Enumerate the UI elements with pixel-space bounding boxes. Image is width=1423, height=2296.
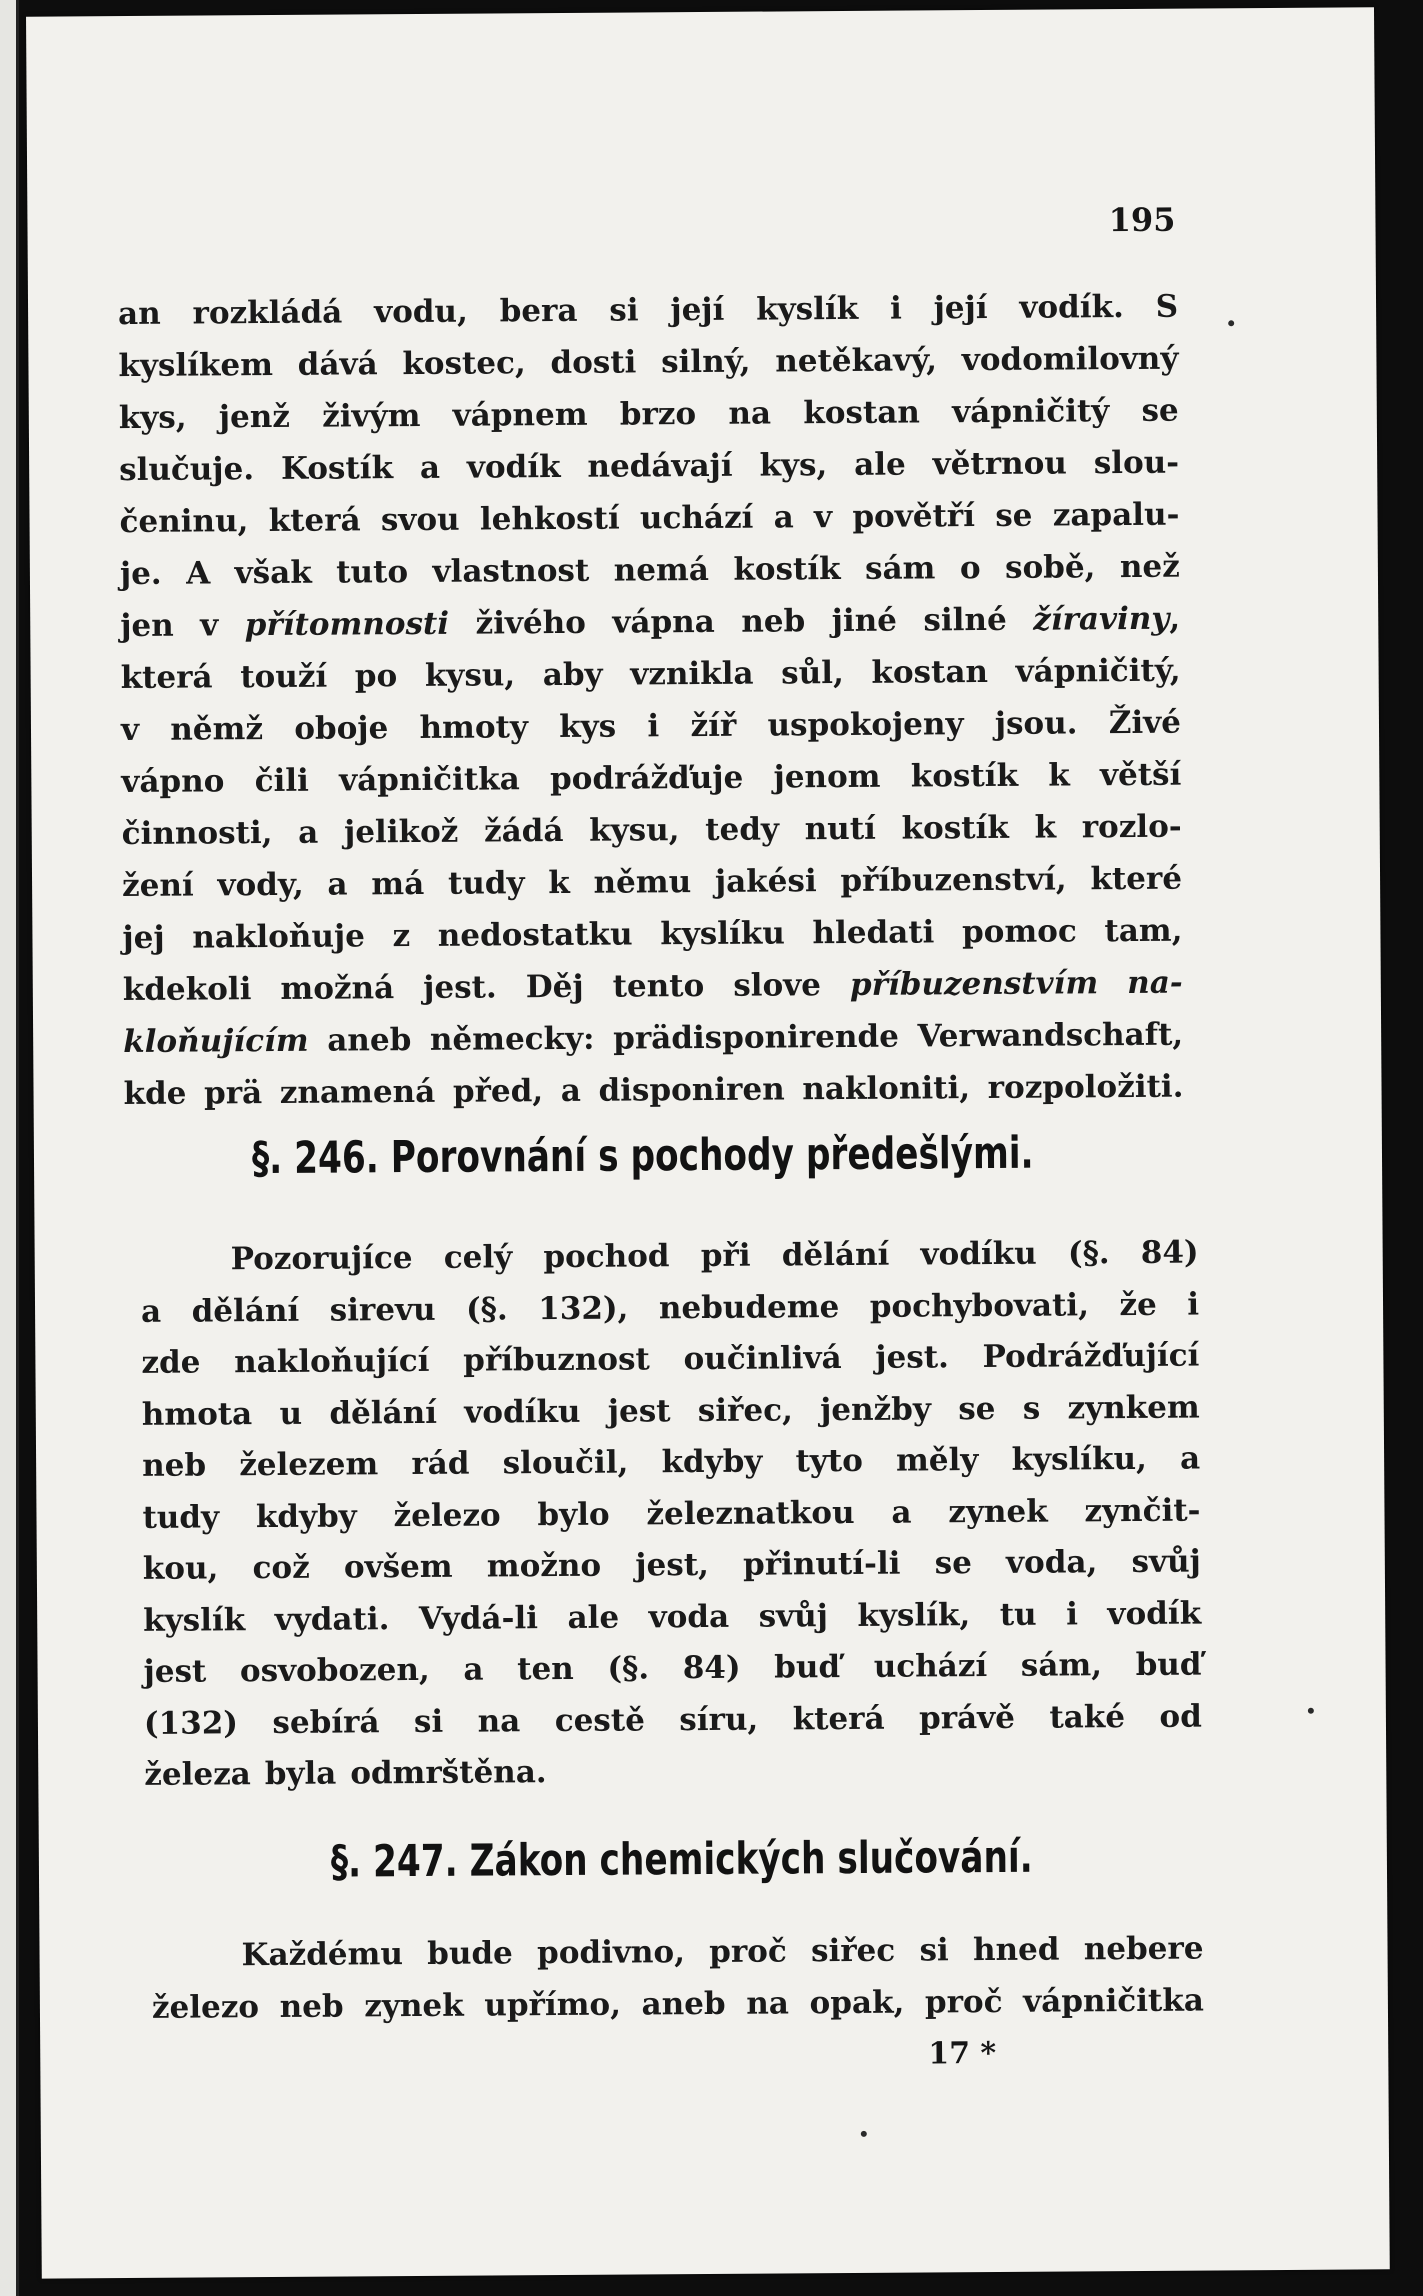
word: dosti — [550, 344, 637, 382]
word: rozkládá — [192, 294, 343, 332]
word: bera — [499, 292, 578, 330]
word: i — [1187, 1286, 1200, 1323]
word: ovšem — [343, 1548, 453, 1586]
word: an — [117, 295, 161, 333]
word: jest. — [875, 1339, 949, 1376]
word: na- — [1127, 964, 1183, 1002]
word: dělání — [781, 1236, 890, 1274]
word: voda — [648, 1598, 730, 1635]
word: kysu, — [424, 657, 516, 694]
word: uchází — [873, 1648, 988, 1685]
word: vodíku — [464, 1393, 581, 1431]
text-line — [142, 1490, 1200, 1541]
word: vápničitka — [1023, 1982, 1204, 2020]
word: na — [746, 1985, 790, 2022]
word: S — [1155, 288, 1179, 325]
word: zynkem — [1067, 1389, 1200, 1426]
word: si — [919, 1932, 949, 1969]
word: prädisponirende — [613, 1018, 899, 1057]
word: ale — [567, 1599, 620, 1636]
text-line — [121, 703, 1181, 754]
word: tu — [999, 1596, 1037, 1633]
word: svou — [380, 501, 460, 539]
word: kyslík — [756, 290, 859, 328]
word: vodík — [466, 448, 561, 486]
text-line — [118, 287, 1178, 338]
word: siřec, — [697, 1391, 793, 1429]
word: však — [234, 554, 312, 592]
word: silný, — [661, 343, 751, 381]
speck — [1308, 1708, 1314, 1714]
word: jen — [120, 607, 174, 645]
word: jest. — [423, 969, 497, 1006]
word: nebere — [1083, 1930, 1204, 1968]
word: Pozorujíce — [230, 1240, 413, 1278]
word: i — [647, 708, 660, 745]
text-line — [152, 1981, 1204, 2032]
word: vodu, — [373, 293, 468, 331]
word: tudy — [447, 865, 525, 902]
word: odmrštěna. — [350, 1754, 547, 1792]
word: příbuzenstvím — [849, 965, 1099, 1003]
word: 132), — [538, 1290, 629, 1327]
word: dělání — [329, 1394, 438, 1432]
word: kyslíku, — [1011, 1440, 1147, 1478]
word: kdekoli — [122, 971, 252, 1009]
word: vlastnost — [432, 552, 590, 590]
word: cestě — [554, 1701, 645, 1739]
word: kys, — [118, 399, 187, 437]
speck — [861, 2131, 867, 2137]
word: proč — [924, 1983, 1003, 2021]
word: (§. — [1067, 1235, 1110, 1272]
text-line — [121, 755, 1181, 806]
word: vápnem — [452, 396, 588, 434]
word: kyslík, — [857, 1596, 971, 1634]
word: pochybovati, — [869, 1286, 1090, 1325]
word: na — [477, 1702, 521, 1740]
word: německy: — [429, 1020, 595, 1058]
word: kostan — [871, 654, 989, 691]
word: aneb — [641, 1985, 726, 2023]
text-line — [119, 495, 1179, 546]
word: brzo — [619, 396, 697, 433]
text-line — [141, 1336, 1199, 1387]
word: právě — [918, 1699, 1016, 1737]
word: se — [958, 1390, 996, 1427]
word: větrnou — [932, 445, 1067, 483]
word: podivno, — [536, 1934, 686, 1972]
word: nakloňuje — [192, 918, 365, 956]
text-line — [119, 391, 1179, 442]
page-sheet — [26, 7, 1390, 2278]
word: možno — [486, 1547, 602, 1585]
word: vápničitý, — [1015, 652, 1181, 690]
word: nakloňující — [234, 1342, 430, 1381]
word: která — [792, 1700, 885, 1737]
text-line — [143, 1593, 1201, 1644]
word: a — [327, 866, 348, 903]
text-line — [123, 1015, 1183, 1066]
section-246-heading: §. 246. Porovnání s pochody předešlými. — [251, 1127, 1034, 1185]
word: uchází — [639, 499, 754, 537]
word: rozpoložiti. — [987, 1068, 1184, 1107]
word: nutí — [804, 810, 877, 848]
word: osvobozen, — [239, 1651, 430, 1690]
word: také — [1049, 1698, 1126, 1736]
word: s — [1022, 1390, 1041, 1427]
word: bylo — [537, 1496, 610, 1533]
word: podrážďuje — [549, 759, 744, 798]
word: sirevu — [329, 1291, 436, 1329]
word: 84) — [1140, 1234, 1199, 1271]
text-line — [144, 1748, 1202, 1799]
word: zynek — [948, 1493, 1048, 1530]
word: jest — [607, 1392, 671, 1430]
word: (§. — [465, 1290, 508, 1328]
word: větší — [1099, 756, 1182, 794]
word: 84) — [682, 1649, 741, 1687]
word: uspokojeny — [767, 706, 964, 744]
word: kysu, — [589, 812, 680, 849]
word: i — [889, 290, 902, 327]
word: slove — [733, 967, 822, 1004]
word: je. — [119, 555, 162, 593]
word: síru, — [679, 1701, 759, 1738]
word: kostec, — [402, 345, 526, 383]
section-247-heading: §. 247. Zákon chemických slučování. — [330, 1831, 1033, 1888]
word: sám — [864, 550, 936, 587]
word: lehkostí — [479, 500, 620, 538]
word: železem — [239, 1446, 379, 1484]
word: nakloniti, — [802, 1070, 971, 1108]
word: v — [200, 607, 219, 644]
word: kostík — [910, 757, 1019, 795]
word: na — [728, 395, 772, 432]
word: jsou. — [994, 705, 1078, 742]
text-line — [120, 599, 1180, 650]
word: než — [1119, 548, 1180, 586]
word: tudy — [142, 1498, 220, 1536]
word: upřímo, — [484, 1986, 622, 2024]
word: žení — [121, 867, 194, 905]
word: vodík — [1107, 1595, 1202, 1632]
word: nebudeme — [658, 1288, 840, 1326]
word: měly — [895, 1442, 979, 1479]
word: jest — [143, 1653, 207, 1690]
word: živého — [475, 604, 587, 642]
word: Verwandschaft, — [917, 1016, 1184, 1055]
word: a — [560, 1072, 581, 1109]
word: jelikož — [343, 813, 459, 851]
word: vápničitý — [952, 393, 1110, 431]
text-line — [122, 911, 1182, 962]
word: kdyby — [661, 1443, 763, 1481]
word: kyslík — [143, 1601, 246, 1639]
word: k — [1048, 757, 1070, 794]
previous-page-edge — [0, 0, 19, 2296]
word: vody, — [217, 866, 304, 904]
text-line — [143, 1645, 1201, 1696]
word: rád — [411, 1445, 470, 1483]
word: kyslíkem — [118, 346, 274, 385]
word: hmota — [141, 1395, 253, 1433]
word: celý — [443, 1239, 513, 1276]
word: Živé — [1108, 704, 1182, 742]
word: Děj — [525, 968, 584, 1006]
word: k — [1034, 809, 1057, 846]
word: aneb — [327, 1022, 412, 1059]
word: jest, — [635, 1546, 709, 1584]
text-line — [241, 1929, 1203, 1980]
word: kostík — [901, 809, 1009, 847]
word: pomoc — [961, 913, 1077, 951]
word: němž — [170, 711, 264, 748]
word: kys — [559, 708, 617, 745]
word: hned — [972, 1931, 1060, 1969]
word: kou, — [142, 1550, 219, 1587]
word: se — [934, 1545, 973, 1582]
word: tyto — [795, 1442, 863, 1480]
word: žíraviny, — [1033, 600, 1181, 638]
word: neb — [142, 1447, 207, 1484]
word: a — [140, 1293, 162, 1330]
word: a — [1179, 1440, 1201, 1477]
word: se — [1141, 392, 1179, 429]
word: i — [1066, 1595, 1079, 1632]
word: zynčit- — [1084, 1492, 1201, 1529]
word: a — [419, 449, 441, 486]
word: slou- — [1093, 444, 1180, 482]
text-line — [141, 1284, 1199, 1335]
speck — [1228, 320, 1234, 326]
word: zde — [141, 1344, 201, 1381]
word: vznikla — [630, 655, 754, 693]
word: bude — [427, 1935, 513, 1972]
text-line — [122, 859, 1182, 910]
word: voda, — [1005, 1544, 1098, 1581]
word: opak, — [809, 1984, 905, 2022]
word: siřec — [810, 1932, 896, 1970]
word: sám, — [1020, 1647, 1103, 1684]
word: což — [252, 1549, 310, 1587]
word: před, — [452, 1073, 544, 1110]
word: neb — [279, 1988, 344, 2025]
word: železo — [393, 1496, 501, 1534]
word: (132) — [143, 1704, 239, 1742]
word: která — [120, 659, 213, 697]
word: po — [354, 658, 398, 695]
word: jej — [122, 919, 165, 957]
word: vápno — [121, 763, 225, 801]
word: sobě, — [1004, 549, 1096, 586]
word: která — [268, 502, 361, 540]
word: tedy — [705, 811, 780, 848]
word: železa — [144, 1756, 251, 1793]
word: jenžby — [820, 1390, 932, 1428]
word: činnosti, — [121, 815, 273, 853]
word: vydati. — [274, 1600, 390, 1638]
word: slučuje. — [119, 451, 255, 489]
word: vápna — [612, 603, 715, 641]
word: čili — [254, 762, 309, 800]
word: proč — [709, 1933, 787, 1970]
text-line — [144, 1696, 1202, 1747]
text-line — [142, 1387, 1200, 1438]
text-line — [231, 1233, 1199, 1284]
word: se — [995, 497, 1033, 534]
word: vápničitka — [339, 761, 520, 799]
word: má — [371, 865, 425, 903]
word: železo — [151, 1989, 260, 2026]
word: kys, — [759, 447, 828, 484]
word: disponiren — [598, 1071, 785, 1109]
page-number: 195 — [1108, 200, 1176, 240]
word: a — [463, 1651, 484, 1688]
word: tam, — [1104, 912, 1183, 950]
word: možná — [280, 970, 395, 1007]
word: kyslíku — [660, 915, 785, 953]
word: dělání — [191, 1292, 300, 1330]
word: Vydá-li — [418, 1599, 539, 1637]
word: a — [298, 814, 319, 851]
word: vodík. — [1019, 289, 1124, 326]
word: svůj — [758, 1597, 829, 1635]
word: přinutí-li — [742, 1545, 901, 1583]
word: kde — [123, 1075, 187, 1113]
word: nedostatku — [437, 916, 633, 954]
word: kostan — [803, 394, 921, 432]
text-line — [120, 547, 1180, 598]
word: kloňujícím — [123, 1022, 309, 1061]
word: přítomnosti — [244, 605, 450, 644]
word: čeninu, — [119, 503, 249, 541]
word: svůj — [1131, 1543, 1201, 1581]
word: a — [773, 499, 794, 536]
word: rozlo- — [1081, 808, 1182, 846]
word: povětří — [852, 498, 976, 535]
word: vodomilovný — [961, 340, 1179, 379]
word: prä — [203, 1075, 263, 1112]
word: touží — [240, 658, 328, 696]
word: žíř — [690, 707, 737, 745]
catchword: 17 * — [928, 2035, 997, 2072]
word: buď — [1135, 1646, 1202, 1683]
word: Podrážďující — [982, 1337, 1200, 1376]
word: od — [1159, 1698, 1202, 1735]
word: v — [813, 499, 833, 536]
word: žádá — [483, 812, 564, 850]
word: zapalu- — [1052, 496, 1180, 534]
word: tuto — [336, 554, 409, 591]
word: oučinlivá — [683, 1340, 842, 1378]
word: jiné — [831, 602, 898, 640]
word: Každému — [241, 1936, 404, 1974]
text-line — [122, 807, 1182, 858]
word: které — [1090, 860, 1183, 898]
text-line — [120, 651, 1180, 702]
word: jenž — [218, 398, 291, 436]
word: jenom — [773, 758, 881, 796]
word: si — [609, 292, 639, 329]
word: její — [670, 291, 725, 329]
word: hledati — [812, 914, 935, 952]
word: si — [413, 1703, 444, 1740]
word: oboje — [294, 710, 389, 747]
word: jakési — [714, 863, 817, 900]
word: zynek — [364, 1987, 464, 2025]
word: živým — [322, 397, 421, 435]
word: nemá — [613, 551, 710, 589]
word: k — [548, 864, 570, 902]
word: netěkavý, — [775, 342, 938, 380]
word: ale — [854, 446, 906, 483]
word: o — [959, 550, 981, 587]
word: její — [933, 290, 988, 327]
word: u — [279, 1395, 303, 1432]
word: že — [1119, 1286, 1157, 1323]
word: při — [700, 1237, 751, 1275]
word: ten — [517, 1650, 574, 1688]
word: vodíku — [920, 1235, 1037, 1273]
text-line — [123, 1067, 1183, 1118]
text-line — [123, 963, 1183, 1014]
text-line — [143, 1542, 1201, 1593]
word: tento — [612, 967, 705, 1005]
word: sebírá — [272, 1703, 380, 1741]
word: kostík — [733, 551, 841, 588]
word: buď — [774, 1649, 841, 1686]
word: v — [120, 711, 140, 749]
word: z — [392, 918, 411, 955]
word: A — [186, 555, 211, 592]
text-line — [142, 1439, 1200, 1490]
word: němu — [593, 864, 692, 901]
text-line — [119, 443, 1179, 494]
word: a — [891, 1494, 912, 1531]
word: dává — [297, 346, 378, 383]
text-line — [118, 339, 1178, 390]
word: sloučil, — [502, 1444, 629, 1482]
word: Kostík — [280, 450, 394, 487]
word: hmoty — [419, 709, 529, 746]
word: byla — [264, 1755, 337, 1793]
word: příbuzenství, — [840, 861, 1067, 900]
word: železnatkou — [646, 1494, 855, 1532]
word: kdyby — [255, 1497, 357, 1535]
word: aby — [542, 656, 603, 694]
word: silné — [923, 601, 1007, 639]
word: neb — [741, 603, 806, 640]
word: nedávají — [587, 447, 733, 485]
word: (§. — [607, 1650, 650, 1687]
word: pochod — [543, 1238, 670, 1276]
word: příbuznost — [463, 1341, 650, 1379]
word: znamená — [279, 1073, 436, 1111]
word: sůl, — [781, 655, 844, 692]
